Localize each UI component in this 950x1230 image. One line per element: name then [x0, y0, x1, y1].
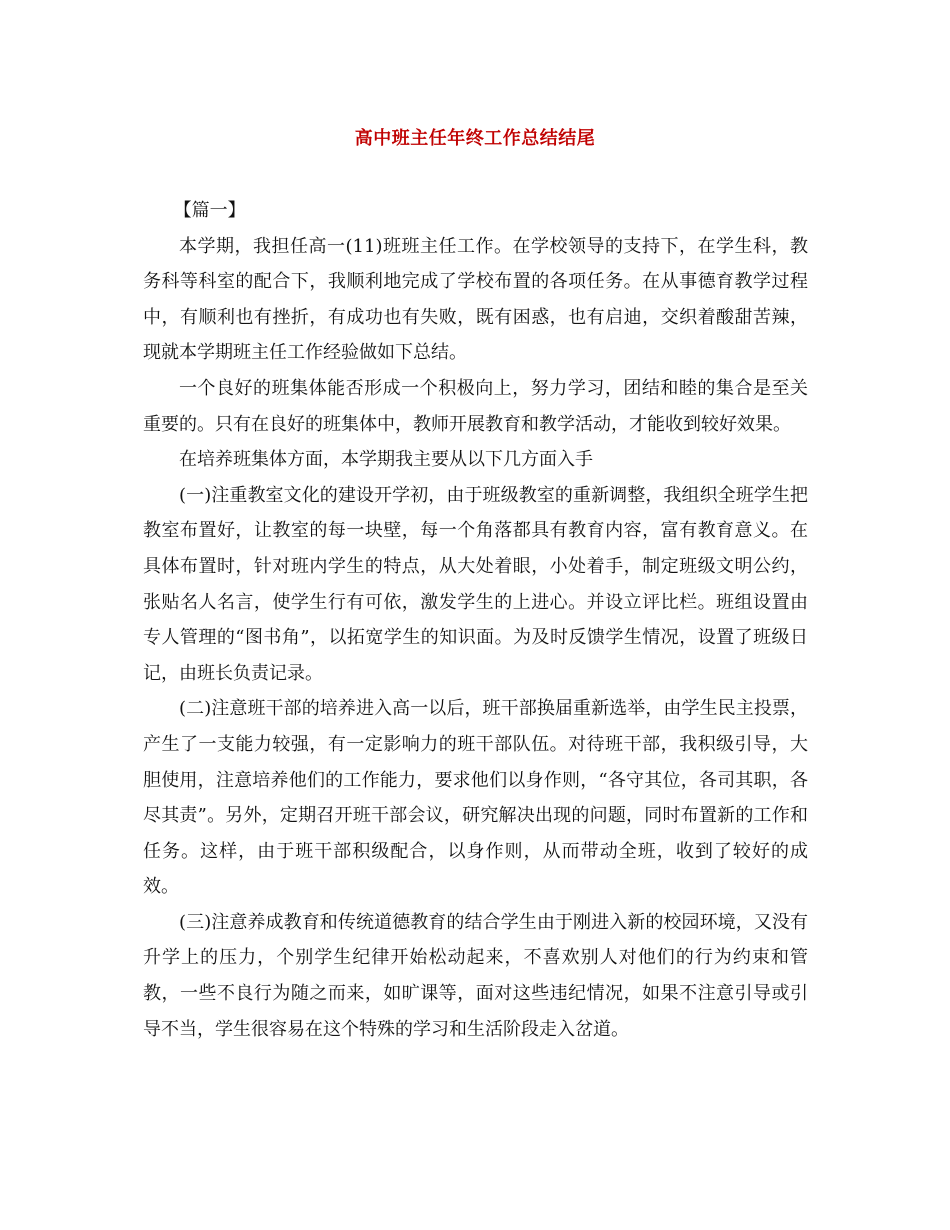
- paragraph: 一个良好的班集体能否形成一个积极向上，努力学习，团结和睦的集合是至关重要的。只有在良好的班集体中，教师开展教育和教学活动，才能收到较好效果。: [143, 377, 808, 435]
- paragraph: 本学期，我担任高一(11)班班主任工作。在学校领导的支持下，在学生科，教务科等科室的配合下，我顺利地完成了学校布置的各项任务。在从事德育教学过程中，有顺利也有挫折，有成功也有失败，既有困惑，也有启迪，交织着酸甜苦辣，现就本学期班主任工作经验做如下总结。: [143, 235, 808, 364]
- paragraph: (一)注重教室文化的建设开学初，由于班级教室的重新调整，我组织全班学生把教室布置好，让教室的每一块壁，每一个角落都具有教育内容，富有教育意义。在具体布置时，针对班内学生的特点，从大处着眼，小处着手，制定班级文明公约，张贴名人名言，使学生行有可依，激发学生的上进心。并设立评比栏。班组设置由专人管理的“图书角”，以拓宽学生的知识面。为及时反馈学生情况，设置了班级日记，由班长负责记录。: [143, 484, 808, 684]
- paragraph: (三)注意养成教育和传统道德教育的结合学生由于刚进入新的校园环境，又没有升学上的压力，个别学生纪律开始松动起来，不喜欢别人对他们的行为约束和管教，一些不良行为随之而来，如旷课等，面对这些违纪情况，如果不注意引导或引导不当，学生很容易在这个特殊的学习和生活阶段走入岔道。: [143, 911, 808, 1040]
- section-label: 【篇一】: [173, 200, 246, 221]
- paragraph: 在培养班集体方面，本学期我主要从以下几方面入手: [179, 449, 593, 471]
- document-body: [143, 193, 808, 1047]
- document-title: 高中班主任年终工作总结结尾: [354, 128, 596, 149]
- paragraph: (二)注意班干部的培养进入高一以后，班干部换届重新选举，由学生民主投票，产生了一支能力较强，有一定影响力的班干部队伍。对待班干部，我积级引导，大胆使用，注意培养他们的工作能力，要求他们以身作则，“各守其位，各司其职，各尽其责”。另外，定期召开班干部会议，研究解决出现的问题，同时布置新的工作和任务。这样，由于班干部积级配合，以身作则，从而带动全班，收到了较好的成效。: [143, 698, 808, 898]
